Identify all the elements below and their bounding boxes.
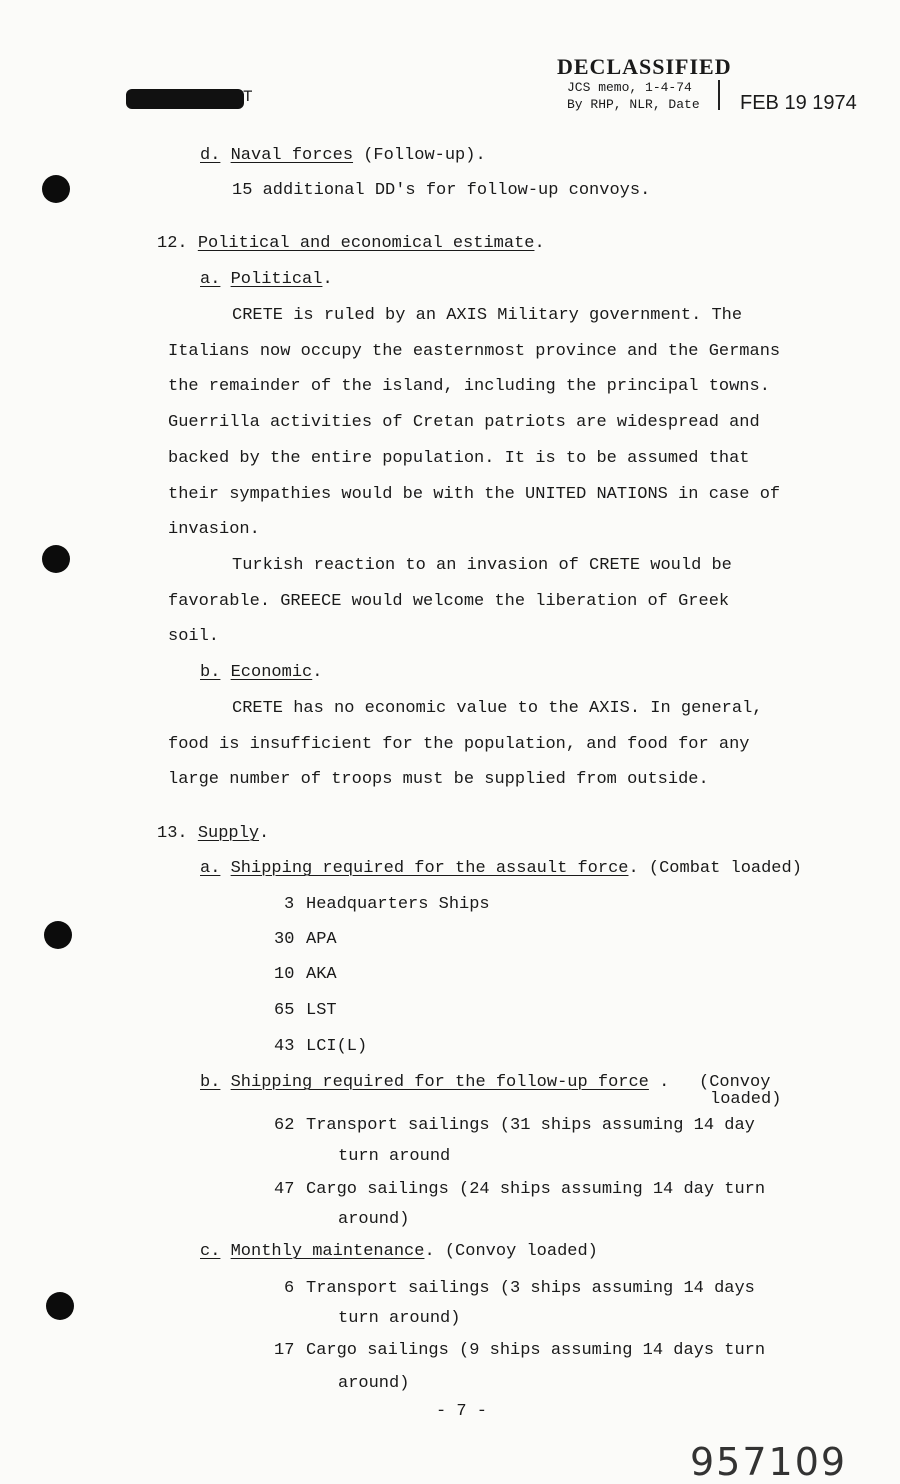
- section-12a-tail: .: [322, 270, 333, 289]
- maintenance-item-2-line2: around): [338, 1374, 410, 1393]
- assault-item-5-text: LCI(L): [306, 1037, 368, 1056]
- stamp-divider: [718, 80, 720, 110]
- followup-item-1-line2: turn around: [338, 1147, 451, 1166]
- followup-item-2-line1: Cargo sailings (24 ships assuming 14 day turn: [306, 1180, 766, 1199]
- economic-para-line2: food is insufficient for the population, and food for any: [168, 735, 750, 754]
- political-para2-line1: Turkish reaction to an invasion of CRETE would be: [232, 556, 732, 575]
- section-12-title: Political and economical estimate: [197, 234, 535, 253]
- section-12a-label: a.: [200, 270, 221, 289]
- declassified-stamp-date: FEB 19 1974: [740, 92, 857, 114]
- handwritten-archive-number: 957109: [690, 1440, 848, 1484]
- section-13-number: 13.: [157, 824, 188, 843]
- redaction-bar: [126, 89, 244, 109]
- assault-item-2-text: APA: [306, 930, 337, 949]
- section-12-heading: [157, 234, 545, 253]
- page-number: - 7 -: [436, 1402, 488, 1421]
- economic-para-line1: CRETE has no economic value to the AXIS. In general,: [232, 699, 763, 718]
- section-13b-title: Shipping required for the follow-up force: [230, 1073, 649, 1092]
- political-para2-line3: soil.: [168, 627, 220, 646]
- followup-item-1-qty: 62: [274, 1116, 295, 1135]
- section-12b-label: b.: [200, 663, 221, 682]
- assault-item-4-text: LST: [306, 1001, 337, 1020]
- assault-item-2-qty: 30: [274, 930, 295, 949]
- declassified-stamp-by: By RHP, NLR, Date: [567, 97, 700, 112]
- political-para1-line2: Italians now occupy the easternmost province and the Germans: [168, 342, 781, 361]
- section-13a-heading: [200, 859, 802, 878]
- section-13c-title: Monthly maintenance: [230, 1242, 425, 1261]
- section-12b-title: Economic: [230, 663, 313, 682]
- maintenance-item-1-line2: turn around): [338, 1309, 461, 1328]
- declassified-stamp-memo: JCS memo, 1-4-74: [567, 80, 692, 95]
- assault-item-1-text: Headquarters Ships: [306, 895, 490, 914]
- classification-mark: T: [243, 88, 253, 106]
- section-13-tail: .: [259, 824, 270, 843]
- section-13a-label: a.: [200, 859, 221, 878]
- section-13-title: Supply: [197, 824, 260, 843]
- section-11d-tail: (Follow-up).: [363, 146, 486, 165]
- maintenance-item-1-line1: Transport sailings (3 ships assuming 14 days: [306, 1279, 755, 1298]
- political-para1-line1: CRETE is ruled by an AXIS Military government. The: [232, 306, 743, 325]
- assault-item-1-qty: 3: [284, 895, 295, 914]
- political-para1-line7: invasion.: [168, 520, 260, 539]
- section-11d-text: 15 additional DD's for follow-up convoys.: [232, 181, 651, 200]
- assault-item-3-qty: 10: [274, 965, 295, 984]
- punch-hole-1: [42, 175, 70, 203]
- section-12b-tail: .: [312, 663, 323, 682]
- political-para2-line2: favorable. GREECE would welcome the liberation of Greek: [168, 592, 730, 611]
- section-11d-label: d.: [200, 146, 221, 165]
- section-13c-tail: . (Convoy loaded): [424, 1242, 598, 1261]
- section-13c-label: c.: [200, 1242, 221, 1261]
- maintenance-item-1-qty: 6: [284, 1279, 295, 1298]
- followup-item-2-line2: around): [338, 1210, 410, 1229]
- economic-para-line3: large number of troops must be supplied from outside.: [168, 770, 709, 789]
- section-11d-title: Naval forces: [230, 146, 354, 165]
- maintenance-item-2-line1: Cargo sailings (9 ships assuming 14 days turn: [306, 1341, 766, 1360]
- punch-hole-4: [46, 1292, 74, 1320]
- section-13b-label: b.: [200, 1073, 221, 1092]
- assault-item-5-qty: 43: [274, 1037, 295, 1056]
- section-13a-tail: . (Combat loaded): [628, 859, 802, 878]
- followup-item-2-qty: 47: [274, 1180, 295, 1199]
- section-12b-heading: [200, 663, 322, 682]
- political-para1-line4: Guerrilla activities of Cretan patriots are widespread and: [168, 413, 760, 432]
- section-13b-heading: [200, 1073, 669, 1092]
- section-12-number: 12.: [157, 234, 188, 253]
- section-13-heading: [157, 824, 269, 843]
- maintenance-item-2-qty: 17: [274, 1341, 295, 1360]
- declassified-stamp-title: DECLASSIFIED: [557, 54, 732, 79]
- punch-hole-2: [42, 545, 70, 573]
- section-13a-title: Shipping required for the assault force: [230, 859, 629, 878]
- section-12-tail: .: [534, 234, 545, 253]
- section-11d-heading: [200, 146, 486, 165]
- followup-item-1-line1: Transport sailings (31 ships assuming 14 day: [306, 1116, 755, 1135]
- assault-item-4-qty: 65: [274, 1001, 295, 1020]
- section-12a-title: Political: [230, 270, 323, 289]
- punch-hole-3: [44, 921, 72, 949]
- section-13c-heading: [200, 1242, 598, 1261]
- political-para1-line3: the remainder of the island, including the principal towns.: [168, 377, 770, 396]
- assault-item-3-text: AKA: [306, 965, 337, 984]
- section-13b-tail: .: [659, 1073, 670, 1092]
- political-para1-line5: backed by the entire population. It is to be assumed that: [168, 449, 750, 468]
- section-13b-note-line2: loaded): [710, 1090, 782, 1109]
- section-13b-note-line1: (Convoy: [699, 1073, 771, 1092]
- political-para1-line6: their sympathies would be with the UNITED NATIONS in case of: [168, 485, 781, 504]
- section-12a-heading: [200, 270, 333, 289]
